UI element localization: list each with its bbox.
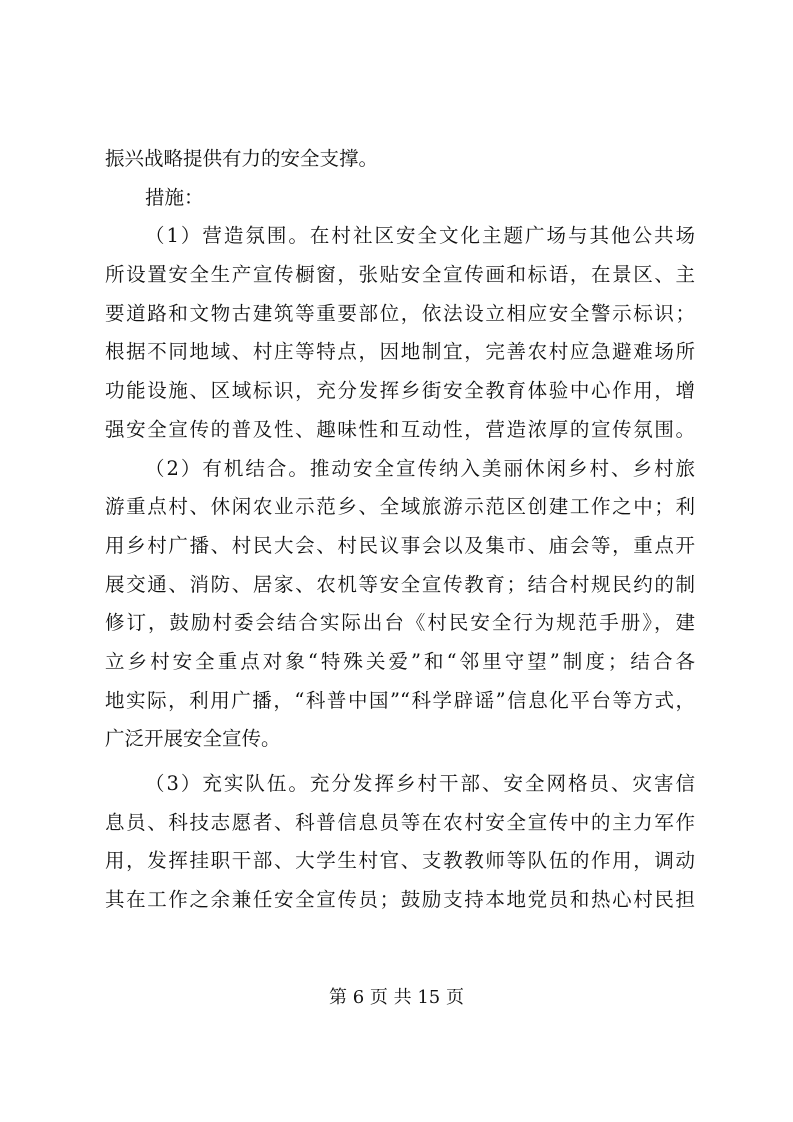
paragraph-2-line: 游重点村、休闲农业示范乡、全域旅游示范区创建工作之中；利 (105, 495, 695, 519)
paragraph-3-line: 息员、科技志愿者、科普信息员等在农村安全宣传中的主力军作 (105, 810, 695, 834)
text-line: 振兴战略提供有力的安全支撑。 (105, 147, 379, 170)
paragraph-1-line: 根据不同地域、村庄等特点，因地制宜，完善农村应急避难场所 (105, 340, 695, 364)
paragraph-1-line: 所设置安全生产宣传橱窗，张贴安全宣传画和标语，在景区、主 (105, 263, 695, 287)
paragraph-2-line: 展交通、消防、居家、农机等安全宣传教育；结合村规民约的制 (105, 572, 695, 596)
paragraph-3-line: 用，发挥挂职干部、大学生村官、支教教师等队伍的作用，调动 (105, 849, 695, 873)
paragraph-1-line: 功能设施、区域标识，充分发挥乡街安全教育体验中心作用，增 (105, 379, 695, 403)
paragraph-1-line: 强安全宣传的普及性、趣味性和互动性，营造浓厚的宣传氛围。 (105, 417, 695, 441)
paragraph-2-line: 地实际，利用广播，“科普中国”“科学辟谣”信息化平台等方式， (105, 688, 695, 712)
paragraph-2-line: 用乡村广播、村民大会、村民议事会以及集市、庙会等，重点开 (105, 533, 695, 557)
paragraph-3-line: （3）充实队伍。充分发挥乡村干部、安全网格员、灾害信 (145, 772, 695, 795)
document-body (105, 140, 695, 920)
text-line: 措施： (145, 185, 204, 209)
page-number-footer: 第 6 页 共 15 页 (329, 987, 464, 1008)
paragraph-3-line: 其在工作之余兼任安全宣传员；鼓励支持本地党员和热心村民担 (105, 888, 695, 912)
paragraph-2-line: 修订，鼓励村委会结合实际出台《村民安全行为规范手册》，建 (105, 611, 695, 635)
paragraph-2-line: （2）有机结合。推动安全宣传纳入美丽休闲乡村、乡村旅 (145, 456, 695, 480)
paragraph-1-line: 要道路和文物古建筑等重要部位，依法设立相应安全警示标识； (105, 301, 695, 325)
paragraph-1-line: （1）营造氛围。在村社区安全文化主题广场与其他公共场 (145, 224, 695, 248)
paragraph-2-line: 广泛开展安全宣传。 (105, 727, 281, 751)
paragraph-2-line: 立乡村安全重点对象“特殊关爱”和“邻里守望”制度；结合各 (105, 649, 695, 673)
